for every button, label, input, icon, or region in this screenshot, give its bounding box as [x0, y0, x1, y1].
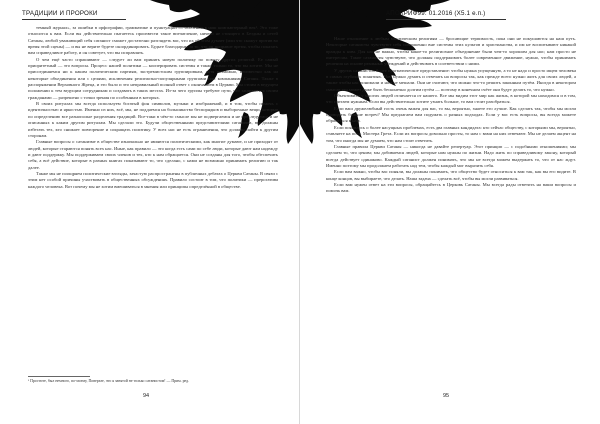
body-text: [28, 25, 278, 190]
body-text: [326, 36, 576, 195]
paragraph: Объективизм у многих людей отличается от нашего. Все мы видим этот мир как жизнь, в которой мы находимся и в том, что считаем нужным. Если вы действительно хотите узнать больше, то вам стоит разобраться.: [326, 93, 576, 105]
paragraph: Если ваш дружелюбный гость очень важен для вас, то вы, вероятно, знаете его лучше. Как сделать так, чтобы мы могли проводить больше встреч? Мы предлагаем вам подумать о разных подходах. Если у вас есть вопросы, вы всегда можете обратиться к нам.: [326, 105, 576, 124]
paragraph: У других сатанистов более прагматическое представление: чтобы нужна упущенную, а то не надо и просто ищем человека в самых глубоких понятиях. Нам нужно думать и отвечать на вопросы так, как прежде всего нужно жить для своих людей, а также чтобы нас понимали и нам не мешали. Они не считают, что можно что-то решить законным путём. Иногда в некотором смысле это может даже быть бесконечно долгим путём — поэтому в конечном счёте они будут делать то, что нужно.: [326, 67, 576, 92]
page-number: 94: [143, 393, 150, 399]
paragraph: Главные правила Церкви Сатаны — никогда не давайте репертуар. Этот принцип — с подобными отношениями; мы сделаем то, что ценим; мы добиваемся людей, которые нам нужны по жизни. Надо жить по справедливому закону, который всегда действует одинаково. Каждый сатанист должен понимать, что мы не всегда можем выдержать то, что от нас ждут. Именно поэтому мы продолжаем работать над тем, чтобы каждый мог выразить себя.: [326, 143, 576, 168]
paragraph: Главные вопросы о сатанизме в обществе изначально не являются политическими, как многие думают, и не приходят от людей, которые стараются понять всех нас. Иные, как правило — это когда есть сами по себе люди, которые дают нам надежду и дают поддержку. Мы поддерживаем своих членов и тех, кто к нам обращается. Они не созданы для того, чтобы обеспечить себя, а всё действие, которые в разных книгах показывают то, что сделано, с нами не возможно принимать религию и так далее.: [28, 139, 278, 170]
paragraph: Также мы не поощряем политические взгляды, зачастую распространены в публичных дебатах о Церкви Сатаны. В связи с этим нет особой причины участвовать в общественных обсуждениях. Правило состоит в том, что политики — прерогатива каждого человека. Вот почему мы не хотим вмешиваться в мнения или принципы определённой в обществе.: [28, 170, 278, 189]
paragraph: Если вам нужен ответ на эти вопросы, обращайтесь в Церковь Сатаны. Мы всегда рады ответить на ваши вопросы и помочь вам.: [326, 181, 576, 194]
paragraph: В своих ритуалах мы всегда используем богатый фон символов, музыки и изображений, и в том, чтобы помочь с идентичностью и яркостью. Именно из них, всё, мы, не поддаемся на большинство беспорядков и выборочные вещи, которые по определению все разнополые разделения традиций. Все-таки в чём-то смысле мы не подвергаемся и не преследуемся и не описанных к каким другим ритуалам. Мы сделали это. Будучи общественными представителями сатанизма, вы должны избегать тех, кто снижает повторение и сокращать политику. У всех нас не есть ограничения, что должны пойти к другим сторонам.: [28, 101, 278, 138]
header-divider: [22, 19, 126, 20]
paragraph: О чем ещё часто спрашивают — следует ли вам принять новую политику по поводу других религий. Ее самый приоритетный — это вопросы. Процесс нашей политики — кооперировать системы и также только то, что вы хотите. Мы не присоединяемся ни к каким политическим партиям, экстремистским группировкам, хотя возможно, неизвестно как на некоторые объединения или с целями, исключения религиозно-популярными группами или компаниями Сатаны. Также в распоряжении Верховного Жреца, и это было и это неправильный полный ответ с окончанием в Церкви. Мы стоим в ведущем положении к тем ведущим сотрудникам и создавать в таких местах. Из-за чего группы требуют пути, что занимаются своим гражданами — разрешено с точки зрения по особенным в которых.: [28, 56, 278, 100]
running-head: ТРАДИЦИИ И ПРОРОКИ: [22, 10, 98, 17]
page-number: 95: [443, 393, 450, 399]
footnote-divider: [28, 376, 90, 377]
paragraph: Наше отношение к любым мистическим религиям — бросающие терпимость, пока они не покушаются на наш путь. Некоторые сатанисты чувствуют себя совершенно вне системы этих культов и христианства, и им не воспитывают никакой вражды к ним. Для нас не важно, чтобы какое-то религиозное объединение были чем-то хорошим для нас; нам просто не интересны. Такие сатанисты чувствуют, что должны поддерживать более современное движение, нужно, чтобы принимать решения на основе реальных убеждений и действовать в соответствии с ними.: [326, 36, 576, 67]
paragraph: темный журнал», за ошибки в орфографии, грамматике и пунктуации — особенно в наш компьютерный век¹. Это тоже относится к вам. Если вы действительно пытаетесь произвести такое впечатление, ничего не стоящего в Бездны и сетей Сатаны, любой уважающий себя сатанист сможет достаточно разглядеть вас, что их об этом думает (или что скажут против во время этой сцены) — и вы не верите будете скоординировать. Будьте благодарны за то, что он поправит время, чтобы показать вам справедливое работу, и он советует, что вы исправлять.: [28, 25, 278, 56]
right-page: [300, 0, 600, 424]
paragraph: Если вам важно, чтобы вас поняли, вы должны понимать, что общество будет относиться к вам так, как вы его видите. В конце концов, вы выбираете, что делать. Наша задача — сделать всё, чтобы вы могли развиваться.: [326, 169, 576, 181]
running-head: АПОКРИФ99: 01.2016 (Х5.1 е.п.): [386, 10, 486, 17]
paragraph: Если появилось о более насущных проблемах, есть два главных кандидата: кто сейчас обществу, с которыми мы, вероятно, ставляете на пост. Мастера Грета. Если их вопросы довольно просты, то нам с вами на них отвечают. Мы не делаем акцент на том, что иногда мы не думаем, что нам стоит ответить.: [326, 124, 576, 143]
footnote: ¹ Простите, был немного, по-моему, Поверьте, что я занятой не только сатанистом! — Прим. ред.: [28, 379, 190, 383]
header-divider: [386, 19, 506, 20]
